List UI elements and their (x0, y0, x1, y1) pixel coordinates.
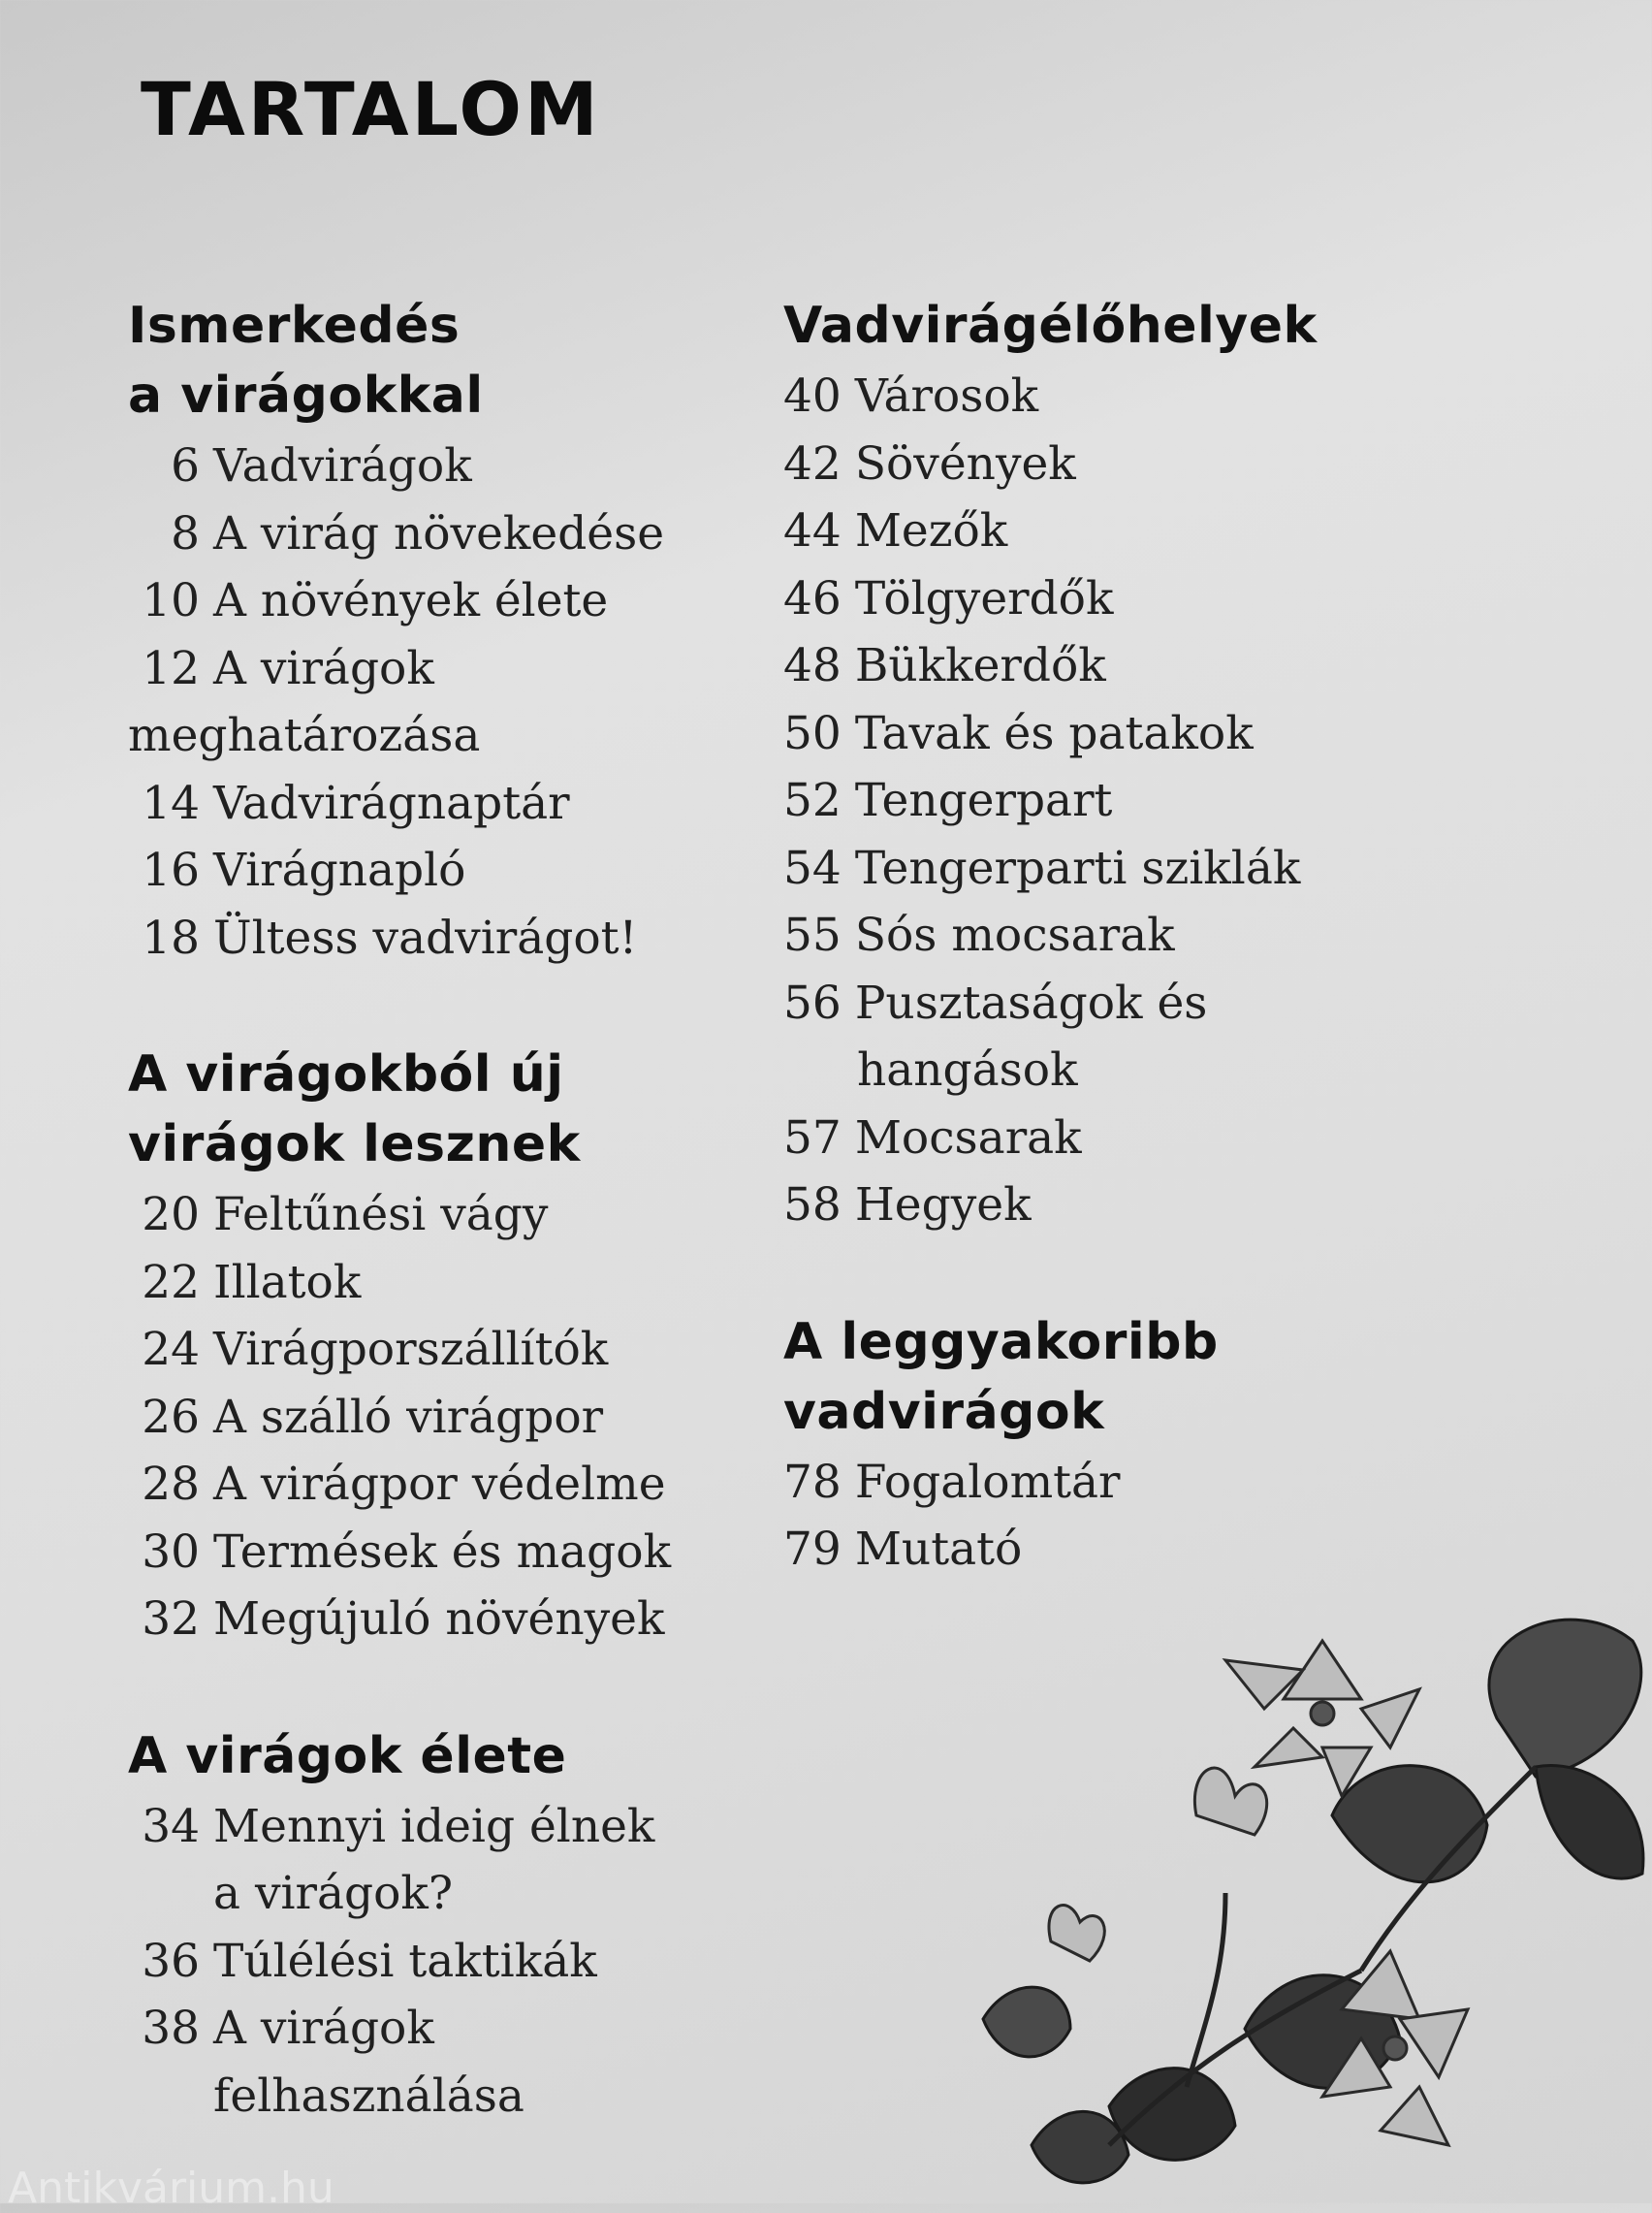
toc-entry (128, 905, 807, 973)
entry-title: Mocsarak (854, 1110, 1082, 1165)
entry-title: Virágnapló (213, 844, 466, 897)
page-number: 8 (171, 506, 200, 561)
toc-entry-continuation (128, 702, 807, 770)
section-heading: Ismerkedés a virágokkal (128, 297, 484, 425)
entry-title: felhasználása (213, 2069, 524, 2123)
page-number: 44 (783, 504, 842, 558)
entry-title: Mutató (854, 1523, 1023, 1576)
entry-title: Virágporszállítók (213, 1323, 609, 1376)
toc-entry (783, 632, 1462, 700)
toc-entry (128, 1519, 807, 1587)
page-number: 36 (142, 1934, 200, 1988)
section-heading: A virágok élete (128, 1726, 567, 1785)
toc-entry (783, 1516, 1462, 1584)
page-number: 55 (783, 909, 842, 962)
page-number: 26 (142, 1390, 200, 1444)
page-number: 42 (783, 436, 842, 491)
page-number: 22 (142, 1255, 200, 1309)
entry-title: Tengerparti sziklák (854, 841, 1301, 895)
page-number: 50 (783, 706, 842, 760)
entry-title: Sövények (854, 436, 1076, 491)
entry-title: Illatok (213, 1255, 362, 1309)
toc-entry (783, 363, 1462, 431)
page-number: 18 (142, 911, 200, 965)
toc-entry (128, 500, 807, 568)
page-number: 38 (142, 2002, 200, 2055)
toc-entry (128, 635, 807, 703)
toc-section (783, 291, 1462, 1239)
entry-title: A virágok (213, 2002, 434, 2055)
entry-title: Hegyek (854, 1178, 1032, 1232)
entry-title: Mezők (854, 504, 1008, 558)
page-number: 57 (783, 1110, 842, 1165)
page-number: 40 (783, 369, 842, 423)
entry-title: hangások (857, 1043, 1078, 1097)
entry-title: Pusztaságok és (854, 976, 1208, 1030)
page-number: 6 (171, 439, 200, 493)
toc-entry (783, 835, 1462, 903)
toc-entry-continuation (783, 1037, 1462, 1105)
toc-entry (128, 1384, 807, 1452)
entry-title: Túlélési taktikák (213, 1934, 597, 1988)
page-number: 34 (142, 1799, 200, 1853)
entry-title: Tölgyerdők (854, 571, 1114, 625)
page-number: 79 (783, 1523, 842, 1576)
page-number: 16 (142, 844, 200, 897)
page-number: 30 (142, 1524, 200, 1579)
page-number: 52 (783, 774, 842, 827)
toc-entry (128, 837, 807, 905)
flower-illustration (489, 1602, 1652, 2203)
entry-title: Feltűnési vágy (213, 1188, 549, 1241)
entry-title: A növények élete (213, 574, 609, 627)
page-number: 46 (783, 571, 842, 625)
toc-entry (128, 433, 807, 500)
page-number: 10 (142, 574, 200, 627)
toc-entry (128, 1249, 807, 1317)
page-number: 28 (142, 1458, 200, 1511)
page-number: 48 (783, 639, 842, 692)
page-number: 32 (142, 1592, 200, 1646)
page-number: 24 (142, 1323, 200, 1376)
entry-title: meghatározása (128, 709, 481, 762)
entry-title: Vadvirágnaptár (213, 776, 570, 830)
toc-entry (128, 1451, 807, 1519)
entry-title: a virágok? (213, 1867, 454, 1920)
page-number: 14 (142, 776, 200, 830)
toc-entry (783, 497, 1462, 565)
toc-entry (783, 1105, 1462, 1172)
section-heading: A leggyakoribb vadvirágok (783, 1312, 1219, 1441)
entry-title: Ültess vadvirágot! (213, 911, 638, 965)
toc-entry (783, 1449, 1462, 1517)
toc-section (128, 291, 807, 972)
page-number: 12 (142, 641, 200, 695)
entry-title: Fogalomtár (854, 1455, 1121, 1509)
toc-entry (783, 431, 1462, 498)
toc-section (128, 1040, 807, 1653)
entry-title: Sós mocsarak (854, 909, 1175, 962)
toc-section (783, 1307, 1462, 1584)
entry-title: Vadvirágok (213, 439, 472, 493)
entry-title: Megújuló növények (213, 1592, 665, 1646)
entry-title: A virág növekedése (213, 506, 665, 561)
entry-title: A virágpor védelme (213, 1458, 666, 1511)
entry-title: A szálló virágpor (213, 1390, 604, 1444)
toc-entry (128, 770, 807, 838)
toc-entry (128, 1181, 807, 1249)
toc-entry (783, 700, 1462, 768)
toc-entry (783, 767, 1462, 835)
page-number: 54 (783, 841, 842, 895)
page-number: 58 (783, 1178, 842, 1232)
entry-title: Tengerpart (854, 774, 1113, 827)
page-number: 56 (783, 976, 842, 1030)
section-heading: Vadvirágélőhelyek (783, 297, 1318, 355)
entry-title: Mennyi ideig élnek (213, 1799, 655, 1853)
toc-entry (128, 567, 807, 635)
right-column (783, 291, 1462, 1652)
entry-title: Bükkerdők (854, 639, 1106, 692)
toc-entry (783, 1171, 1462, 1239)
watermark: Antikvárium.hu (8, 2164, 334, 2213)
toc-entry (783, 902, 1462, 970)
entry-title: Termések és magok (213, 1524, 672, 1579)
page-number: 20 (142, 1188, 200, 1241)
entry-title: A virágok (213, 641, 434, 695)
page-title: TARTALOM (141, 66, 601, 152)
page-number: 78 (783, 1455, 842, 1509)
toc-entry (783, 565, 1462, 633)
toc-entry (128, 1316, 807, 1384)
entry-title: Tavak és patakok (854, 706, 1254, 760)
section-heading: A virágokból új virágok lesznek (128, 1045, 581, 1173)
entry-title: Városok (854, 369, 1039, 423)
toc-entry (783, 970, 1462, 1038)
